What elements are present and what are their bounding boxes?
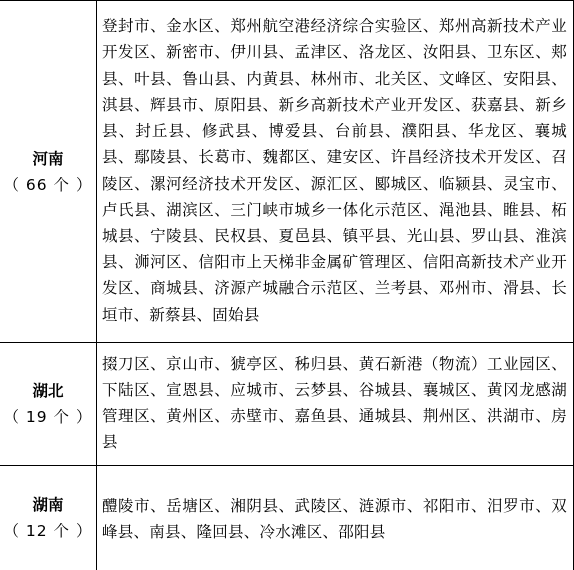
province-count: （ 19 个 ） <box>0 404 96 430</box>
area-list: 登封市、金水区、郑州航空港经济综合实验区、郑州高新技术产业开发区、新密市、伊川县、孟津区、洛龙区、汝阳县、卫东区、郏县、叶县、鲁山县、内黄县、林州市、北关区、文峰区、安阳县、淇县、辉县市、原阳县、新乡高新技术产业开发区、获嘉县、新乡县、封丘县、修武县、博爱县、台前县、濮阳县、华龙区、襄城县、鄢陵县、长葛市、魏都区、建安区、许昌经济技术开发区、召陵区、漯河经济技术开发区、源汇区、郾城区、临颍县、灵宝市、卢氏县、湖滨区、三门峡市城乡一体化示范区、渑池县、睢县、柘城县、宁陵县、民权县、夏邑县、镇平县、光山县、罗山县、淮滨县、浉河区、信阳市上天梯非金属矿管理区、信阳高新技术产业开发区、商城县、济源产城融合示范区、兰考县、邓州市、滑县、长垣市、新蔡县、固始县 <box>97 1 574 343</box>
area-list: 掇刀区、京山市、猇亭区、秭归县、黄石新港（物流）工业园区、下陆区、宣恩县、应城市、云梦县、谷城县、襄城区、黄冈龙感湖管理区、黄州区、赤壁市、嘉鱼县、通城县、荆州区、洪湖市、房县 <box>97 343 574 466</box>
province-count: （ 12 个 ） <box>0 518 96 544</box>
province-name: 湖南 <box>0 492 96 518</box>
table-row <box>0 466 574 570</box>
table-row <box>0 1 574 343</box>
province-cell <box>0 343 97 466</box>
province-count: （ 66 个 ） <box>0 172 96 198</box>
province-name: 河南 <box>0 146 96 172</box>
province-name: 湖北 <box>0 378 96 404</box>
table-row <box>0 343 574 466</box>
province-cell <box>0 1 97 343</box>
area-list: 醴陵市、岳塘区、湘阴县、武陵区、涟源市、祁阳市、汨罗市、双峰县、南县、隆回县、冷水滩区、邵阳县 <box>97 466 574 570</box>
province-cell <box>0 466 97 570</box>
